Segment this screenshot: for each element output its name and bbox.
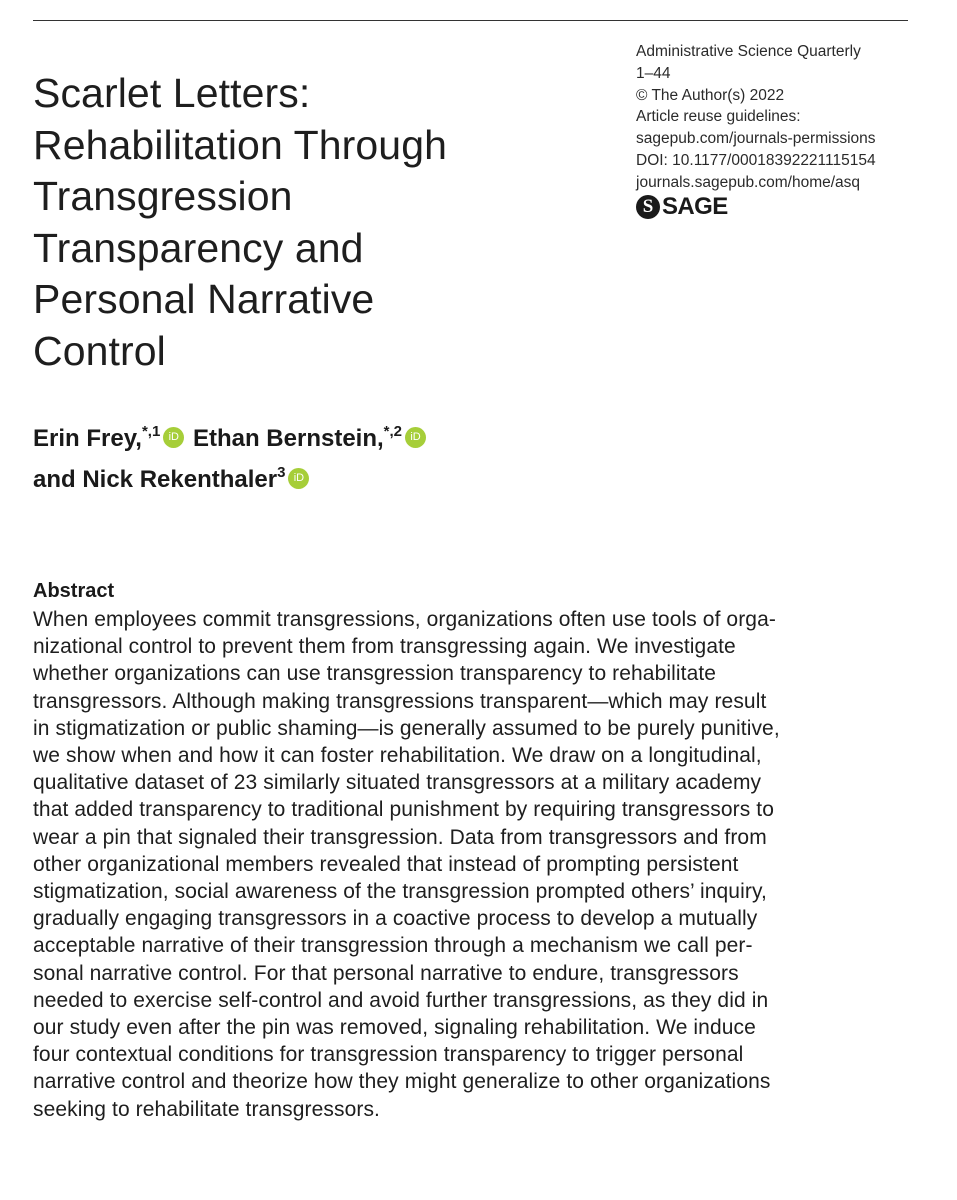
abstract-body xyxy=(33,606,923,1123)
journal-metadata xyxy=(636,41,936,194)
abstract-line: gradually engaging transgressors in a coactive process to develop a mutually xyxy=(33,907,758,931)
title-line: Scarlet Letters: xyxy=(33,70,311,116)
abstract-line: wear a pin that signaled their transgression. Data from transgressors and from xyxy=(33,825,767,849)
top-rule xyxy=(33,20,908,21)
abstract-line: we show when and how it can foster rehabilitation. We draw on a longitudinal, xyxy=(33,744,762,768)
page-range: 1–44 xyxy=(636,64,671,82)
title-line: Transparency and xyxy=(33,224,364,271)
author-line xyxy=(33,461,733,502)
doi-link[interactable]: DOI: 10.1177/00018392221115154 xyxy=(636,151,876,169)
title-line: Rehabilitation Through xyxy=(33,121,448,168)
abstract-line: our study even after the pin was removed, signaling rehabilitation. We induce xyxy=(33,1016,756,1040)
author-affiliation: *,1 xyxy=(141,423,161,440)
abstract-line: seeking to rehabilitate transgressors. xyxy=(33,1097,380,1121)
author-name: and Nick Rekenthaler xyxy=(33,466,278,493)
author-name: Erin Frey, xyxy=(33,425,142,452)
author-line xyxy=(33,420,733,461)
title-line: Transgression xyxy=(33,173,293,219)
abstract-line: in stigmatization or public shaming—is generally assumed to be purely punitive, xyxy=(33,716,780,740)
abstract-heading: Abstract xyxy=(33,580,115,602)
title-line: Personal Narrative xyxy=(33,276,375,322)
abstract-line: sonal narrative control. For that personal narrative to endure, transgressors xyxy=(33,961,739,985)
reuse-guidelines: Article reuse guidelines: xyxy=(636,108,801,126)
article-title xyxy=(33,68,593,377)
abstract-line: acceptable narrative of their transgression through a mechanism we call per- xyxy=(33,934,753,958)
abstract-line: other organizational members revealed that instead of prompting persistent xyxy=(33,852,739,876)
sage-logo xyxy=(636,192,728,222)
abstract-line: needed to exercise self-control and avoid further transgressions, as they did in xyxy=(33,988,769,1012)
journal-name: Administrative Science Quarterly xyxy=(636,43,861,60)
abstract-line: nizational control to prevent them from transgressing again. We investigate xyxy=(33,635,736,659)
sage-wordmark: SAGE xyxy=(662,193,728,220)
journal-homepage-link[interactable]: journals.sagepub.com/home/asq xyxy=(636,173,861,191)
abstract-line: that added transparency to traditional punishment by requiring transgressors to xyxy=(33,798,774,822)
permissions-link[interactable]: sagepub.com/journals-permissions xyxy=(636,130,876,148)
abstract-line: When employees commit transgressions, organizations often use tools of orga- xyxy=(33,608,776,631)
abstract-line: transgressors. Although making transgressions transparent—which may result xyxy=(33,689,767,713)
orcid-icon[interactable]: iD xyxy=(288,468,309,489)
author-name: Ethan Bernstein, xyxy=(192,425,384,452)
abstract-line: qualitative dataset of 23 similarly situated transgressors at a military academy xyxy=(33,771,762,795)
abstract-line: stigmatization, social awareness of the transgression prompted others’ inquiry, xyxy=(33,880,767,904)
copyright: © The Author(s) 2022 xyxy=(636,86,785,104)
author-affiliation: *,2 xyxy=(383,423,403,440)
author-list xyxy=(33,420,733,502)
orcid-icon[interactable]: iD xyxy=(405,427,426,448)
abstract-line: narrative control and theorize how they might generalize to other organizations xyxy=(33,1070,771,1094)
abstract-line: four contextual conditions for transgression transparency to trigger personal xyxy=(33,1043,744,1067)
author-affiliation: 3 xyxy=(277,464,286,481)
abstract-line: whether organizations can use transgression transparency to rehabilitate xyxy=(33,662,717,686)
sage-s-icon: S xyxy=(636,195,660,219)
title-line: Control xyxy=(33,327,166,374)
orcid-icon[interactable]: iD xyxy=(163,427,184,448)
